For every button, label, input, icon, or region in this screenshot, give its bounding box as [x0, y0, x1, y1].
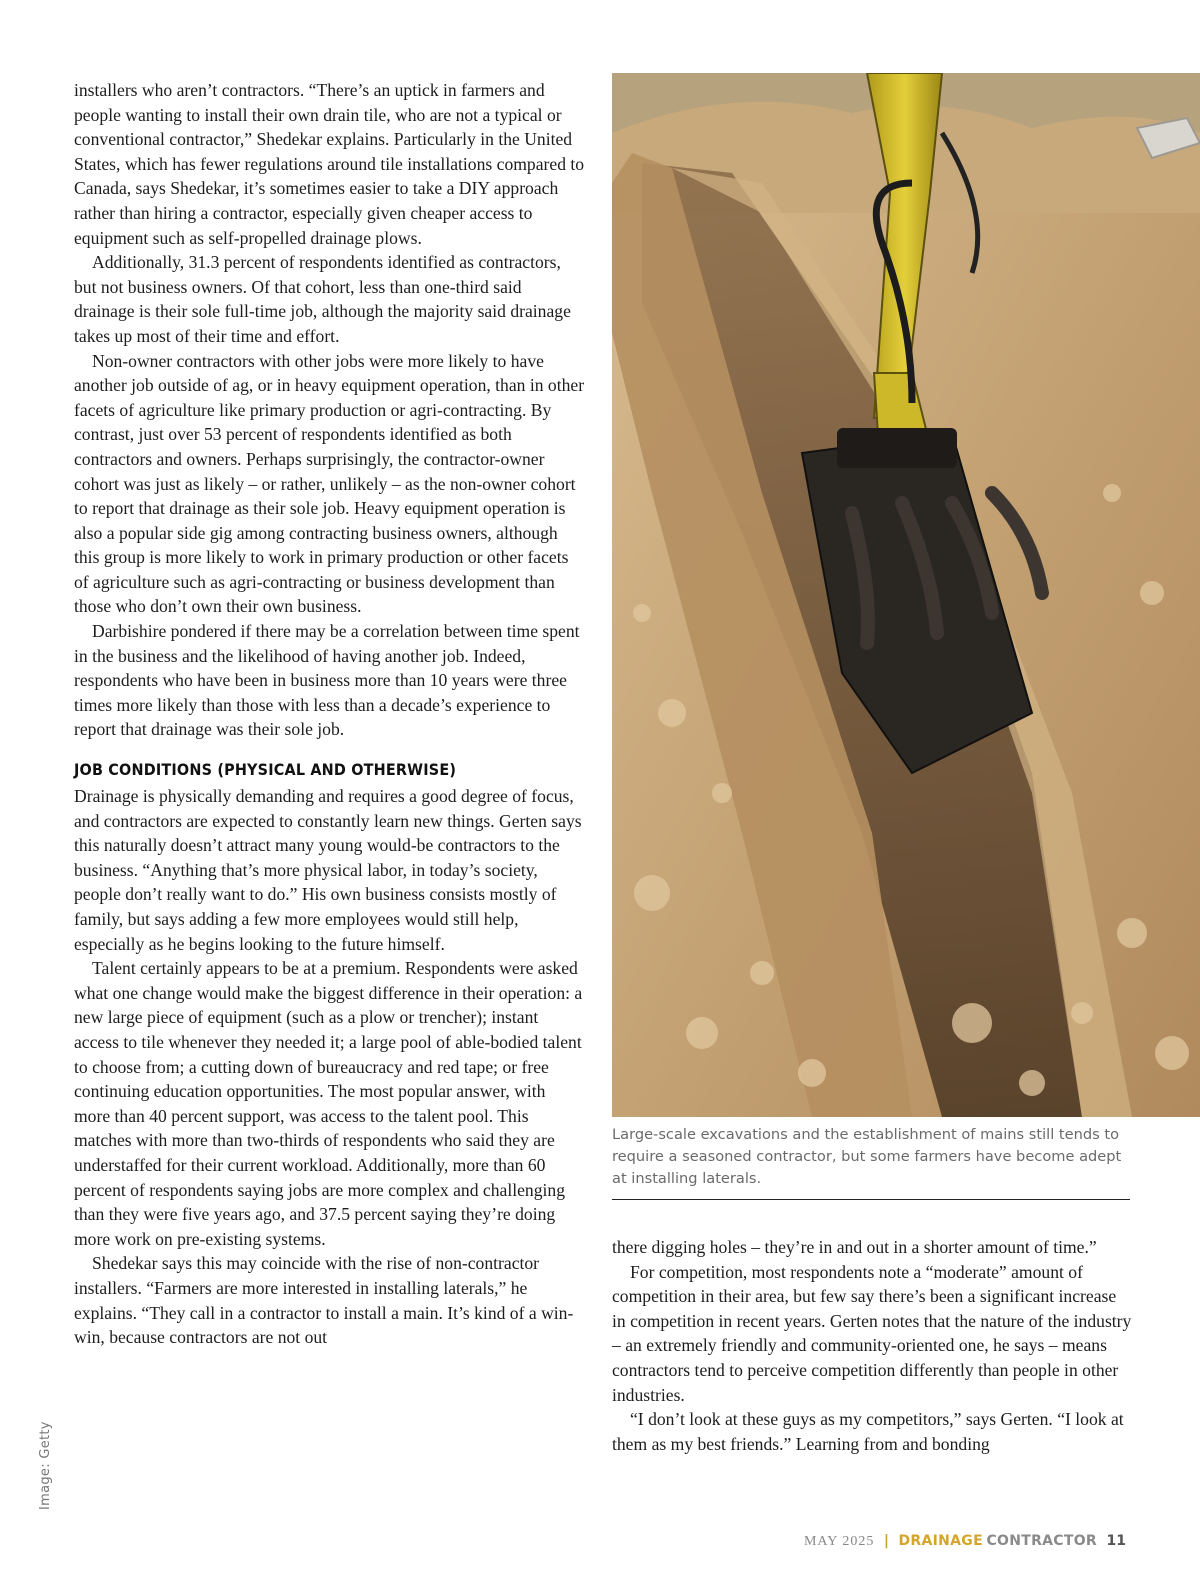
issue-date: MAY 2025: [803, 1534, 875, 1549]
body-paragraph: there digging holes – they’re in and out in a shorter amount of time.”: [612, 1237, 1097, 1257]
caption-divider: [612, 1199, 1130, 1200]
page-footer: [804, 1533, 1126, 1550]
body-paragraph: installers who aren’t contractors. “There’s an uptick in farmers and people wanting to install their own drain tile, who are not a typical or conventional contractor,” Shedekar explains. Particularly in the United States, which has fewer regulations around tile installations compared to Canada, says Shedekar, it’s sometimes easier to take a DIY approach rather than hiring a contractor, especially given cheaper access to equipment such as self-propelled drainage plows.: [74, 80, 585, 248]
article-right-column: [612, 1235, 1132, 1456]
body-paragraph: Darbishire pondered if there may be a correlation between time spent in the business and the likelihood of having another job. Indeed, respondents who have been in business more than 10 years were three times more likely than those with less than a decade’s experience to report that drainage was their sole job.: [74, 621, 580, 740]
article-left-column: [74, 78, 586, 1350]
body-paragraph: Drainage is physically demanding and requires a good degree of focus, and contractors are expected to constantly learn new things. Gerten says this naturally doesn’t attract many young would-be contractors to the business. “Anything that’s more physical labor, in today’s society, people don’t really want to do.” His own business consists mostly of family, but says adding a few more employees would still help, especially as he begins looking to the future himself.: [74, 786, 582, 954]
photo-illustration: [612, 73, 1200, 1117]
body-paragraph: For competition, most respondents note a “moderate” amount of competition in their area, but few say there’s been a significant increase in competition in recent years. Gerten notes that the nature of the industry – an extremely friendly and community-oriented one, he says – means contractors tend to perceive competition differently than people in other industries.: [612, 1261, 1132, 1405]
excavator-trench-photo: [612, 73, 1200, 1117]
bucket-hinge: [837, 428, 957, 468]
page-number: 11: [1106, 1533, 1126, 1549]
photo-caption: Large-scale excavations and the establishment of mains still tends to require a seasoned contractor, but some farmers have become adept at installing laterals.: [612, 1126, 1122, 1187]
body-paragraph: “I don’t look at these guys as my competitors,” says Gerten. “I look at them as my best friends.” Learning from and bonding: [612, 1409, 1124, 1454]
image-credit: Image: Getty: [38, 1421, 53, 1510]
section-subhead: JOB CONDITIONS (PHYSICAL AND OTHERWISE): [74, 760, 457, 780]
footer-separator: |: [883, 1533, 889, 1549]
body-paragraph: Additionally, 31.3 percent of respondents identified as contractors, but not business owners. Of that cohort, less than one-third said drainage is their sole full-time job, although the majority said drainage takes up most of their time and effort.: [74, 252, 571, 346]
body-paragraph: Shedekar says this may coincide with the rise of non-contractor installers. “Farmers are more interested in installing laterals,” he explains. “They call in a contractor to install a main. It’s kind of a win-win, because contractors are not out: [74, 1253, 574, 1348]
brand-name: CONTRACTOR: [986, 1533, 1098, 1549]
brand-highlight: DRAINAGE: [898, 1533, 983, 1549]
body-paragraph: Non-owner contractors with other jobs were more likely to have another job outside of ag, or in heavy equipment operation, than in other facets of agriculture like primary production or agri-contracting. By contrast, just over 53 percent of respondents identified as both contractors and owners. Perhaps surprisingly, the contractor-owner cohort was just as likely – or rather, unlikely – as the non-owner cohort to report that drainage as their sole job. Heavy equipment operation is also a popular side gig among contracting business owners, although this group is more likely to work in primary production or other facets of agriculture such as agri-contracting or business development than those who don’t own their own business.: [74, 350, 585, 617]
body-paragraph: Talent certainly appears to be at a premium. Respondents were asked what one change would make the biggest difference in their operation: a new large piece of equipment (such as a plow or trencher); instant access to tile whenever they needed it; a large pool of able-bodied talent to choose from; a cutting down of bureaucracy and red tape; or free continuing education opportunities. The most popular answer, with more than 40 percent support, was access to the talent pool. This matches with more than two-thirds of respondents who said they are understaffed for their current workload. Additionally, more than 60 percent of respondents saying jobs are more complex and challenging than they were five years ago, and 37.5 percent saying they’re doing more work on pre-existing systems.: [74, 958, 583, 1249]
